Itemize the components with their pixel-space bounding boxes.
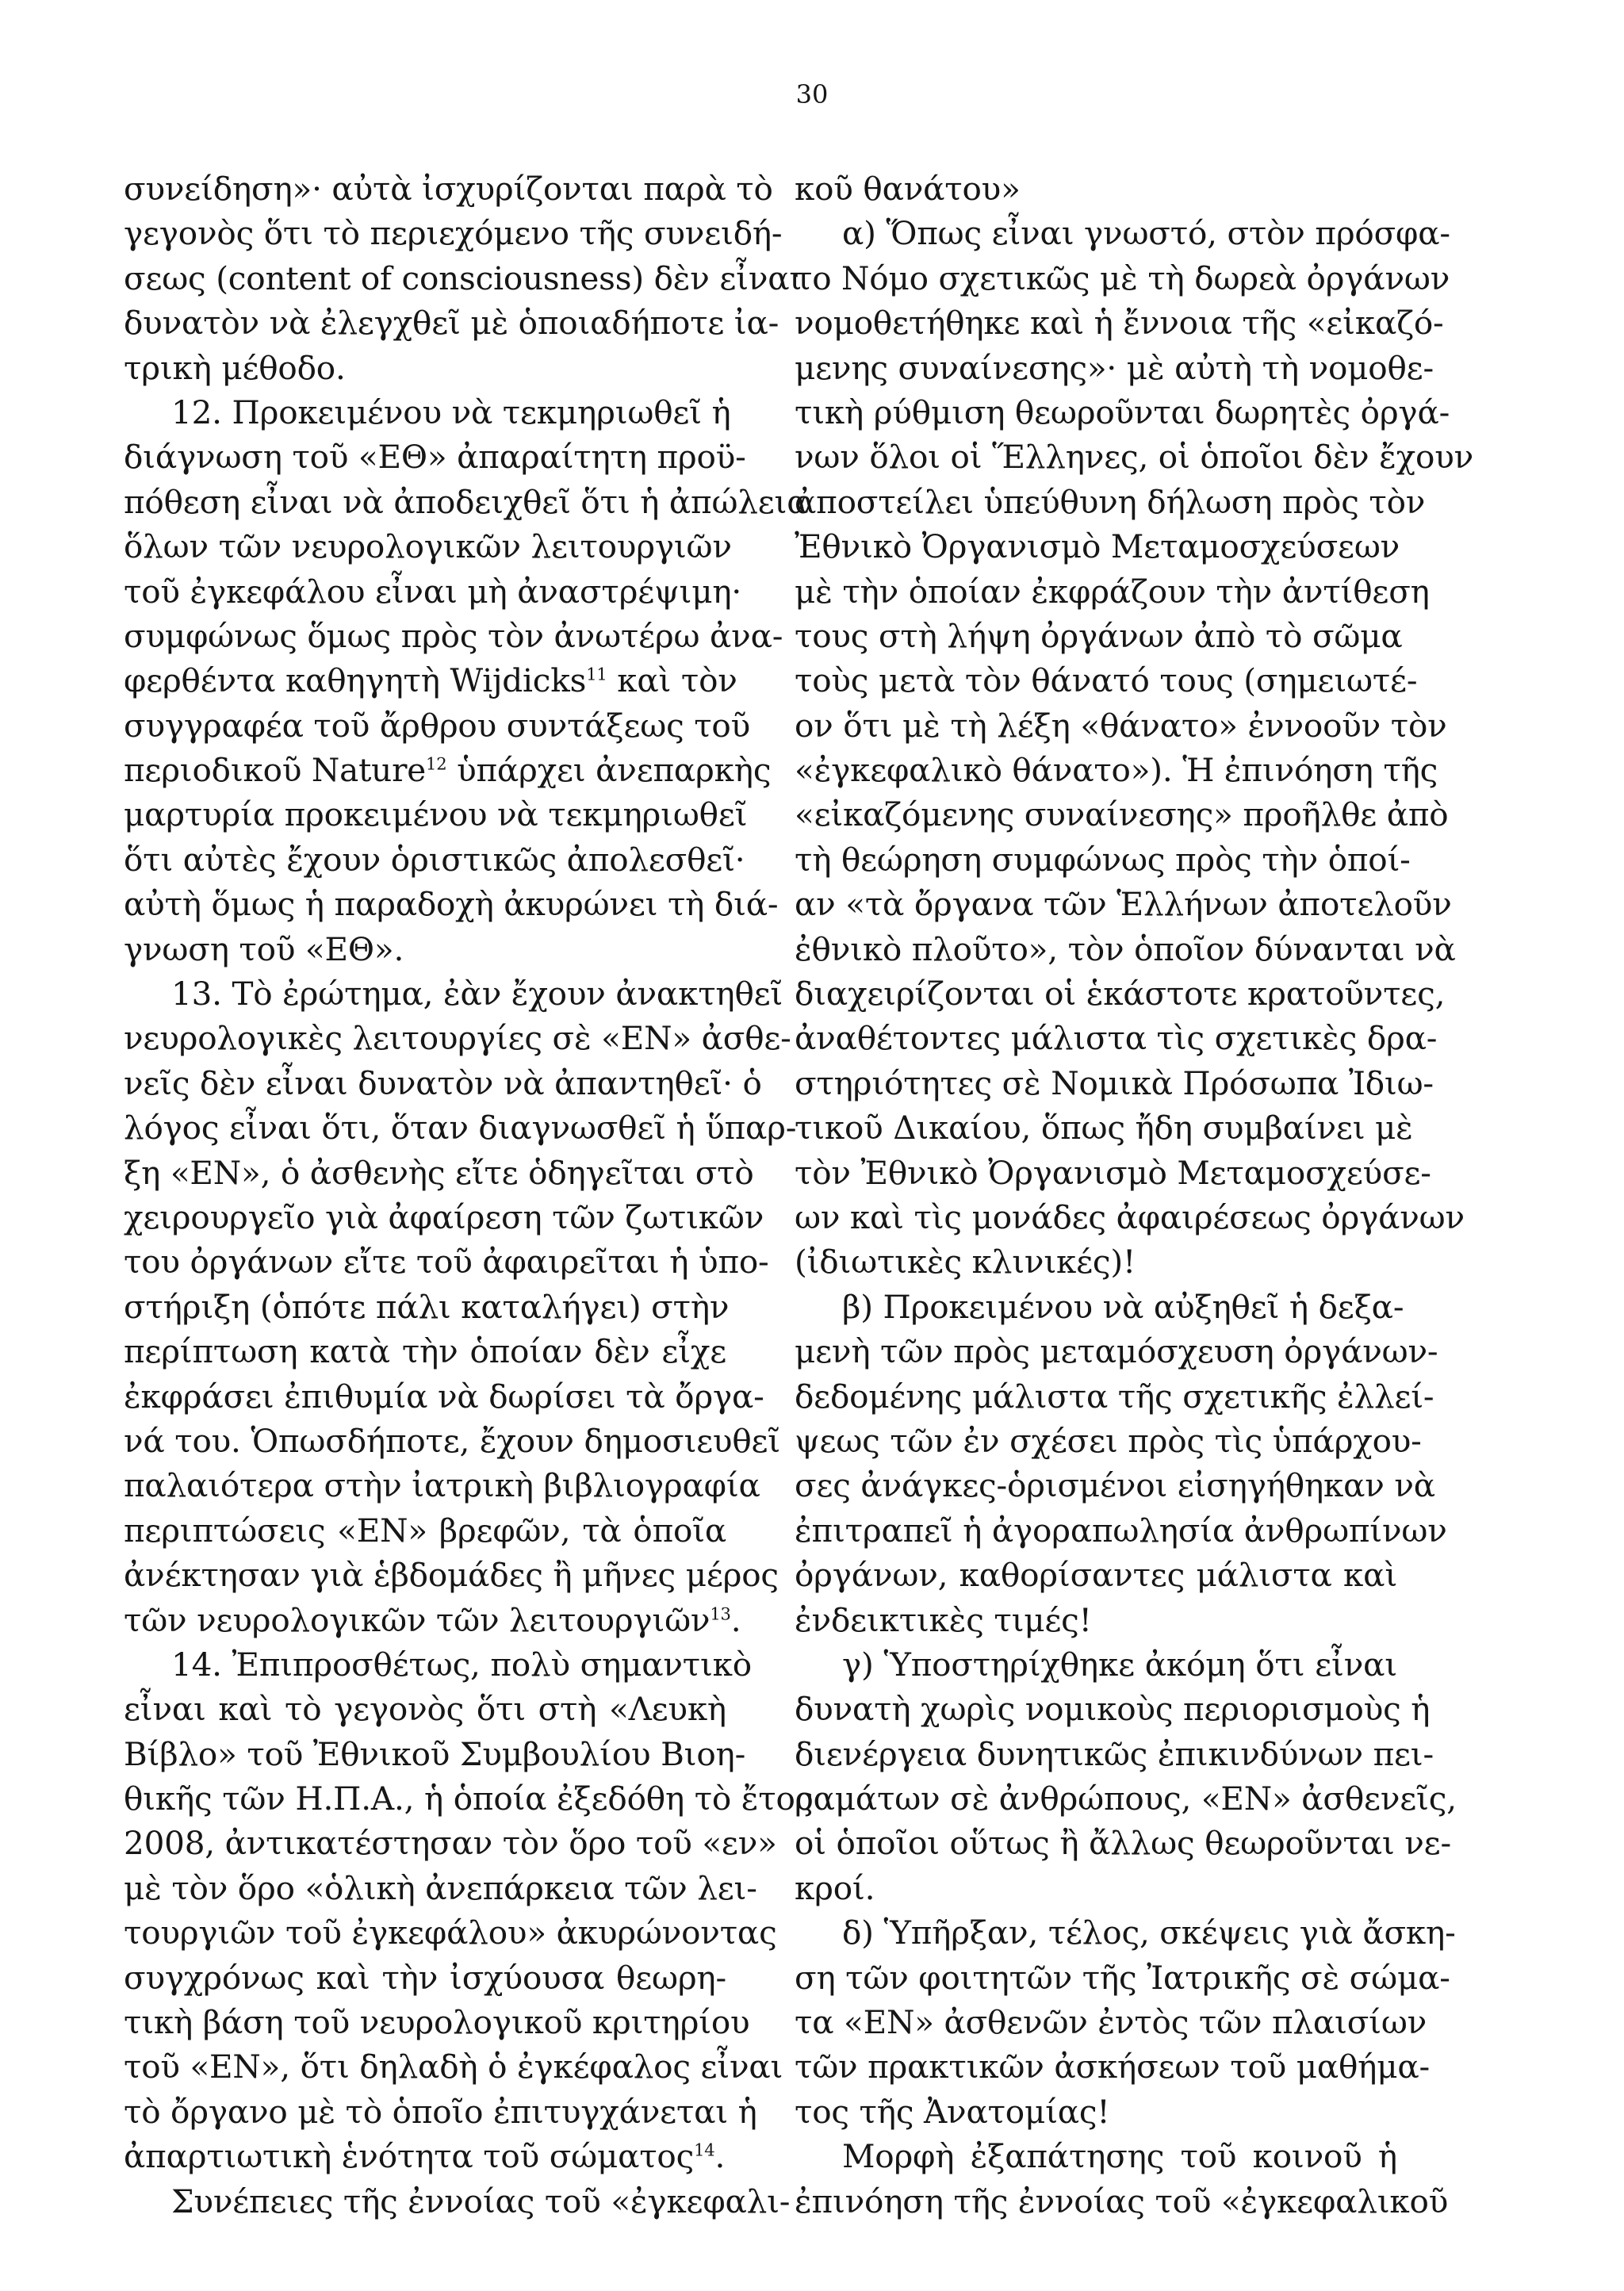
text-line (124, 1598, 741, 1642)
line-text: κροί. (795, 1868, 875, 1907)
text-line (124, 1285, 730, 1329)
line-text: τοῦ «ΕΝ», ὅτι δηλαδὴ ὁ ἐγκέφαλος εἶναι (124, 2048, 783, 2086)
line-text: ἐθνικὸ πλοῦτο», τὸν ὁποῖον δύνανται νὰ (795, 929, 1456, 968)
text-line (124, 301, 779, 345)
text-line (124, 1061, 762, 1105)
text-line (795, 1598, 1397, 1642)
line-text: νά του. Ὁπωσδήποτε, ἔχουν δημοσιευθεῖ (124, 1421, 780, 1460)
footnote-marker: 11 (586, 664, 607, 684)
line-text: δυνατὴ χωρὶς νομικοὺς περιορισμοὺς ἡ (795, 1690, 1431, 1729)
text-line (795, 1016, 1438, 1060)
text-line (124, 1016, 791, 1060)
line-text: συγγραφέα τοῦ ἄρθρου συντάξεως τοῦ (124, 706, 751, 745)
line-text: γνωση τοῦ «ΕΘ». (124, 929, 404, 968)
text-line (795, 882, 1452, 926)
line-text: ὅτι αὐτὲς ἔχουν ὁριστικῶς ἀπολεσθεῖ· (124, 840, 745, 879)
text-line (124, 703, 751, 748)
line-text: διάγνωση τοῦ «ΕΘ» ἀπαραίτητη προϋ- (124, 438, 746, 477)
text-line (124, 748, 772, 792)
text-line (795, 971, 1446, 1016)
text-line (795, 1463, 1435, 1508)
text-line (124, 524, 732, 569)
line-text: μαρτυρία προκειμένου νὰ τεκμηριωθεῖ (124, 795, 748, 834)
line-text: τους στὴ λήψη ὀργάνων ἀπὸ τὸ σῶμα (795, 616, 1403, 655)
text-line (795, 1866, 1397, 1910)
line-text: συμφώνως ὅμως πρὸς τὸν ἀνωτέρω ἀνα- (124, 616, 783, 655)
text-line (795, 346, 1434, 390)
text-line (124, 1642, 752, 1687)
line-text: περιοδικοῦ Nature (124, 751, 426, 790)
text-line (795, 211, 1450, 255)
line-text: ον ὅτι μὲ τὴ λέξη «θάνατο» ἐννοοῦν τὸν (795, 706, 1447, 745)
line-text: β) Προκειμένου νὰ αὐξηθεῖ ἡ δεξα- (842, 1287, 1404, 1326)
text-line (795, 1687, 1431, 1731)
right-text-column (795, 167, 1474, 2224)
text-line (124, 2179, 791, 2224)
text-line (795, 1195, 1465, 1239)
text-line (795, 2090, 1397, 2134)
line-text: 12. Προκειμένου νὰ τεκμηριωθεῖ ἡ (171, 393, 731, 431)
line-text: τουργιῶν τοῦ ἐγκεφάλου» ἀκυρώνοντας (124, 1914, 777, 1952)
text-line (795, 1553, 1397, 1597)
footnote-marker: 13 (710, 1603, 731, 1623)
text-line (124, 1151, 754, 1195)
text-line (795, 435, 1474, 479)
line-text-continuation: καὶ τὸν (607, 661, 737, 700)
text-line (124, 1866, 757, 1910)
line-text: ραμάτων σὲ ἀνθρώπους, «ΕΝ» ἀσθενεῖς, (795, 1780, 1457, 1818)
line-text: εἶναι καὶ τὸ γεγονὸς ὅτι στὴ «Λευκὴ (124, 1690, 726, 1729)
text-line (795, 2044, 1431, 2089)
line-text: οἱ ὁποῖοι οὕτως ἢ ἄλλως θεωροῦνται νε- (795, 1824, 1451, 1863)
text-line (124, 480, 809, 524)
text-line (124, 1329, 726, 1373)
line-text: σες ἀνάγκες-ὁρισμένοι εἰσηγήθηκαν νὰ (795, 1466, 1435, 1505)
text-line (795, 1419, 1422, 1463)
page-number: 30 (795, 79, 829, 109)
line-text: ἀναθέτοντες μάλιστα τὶς σχετικὲς δρα- (795, 1019, 1438, 1058)
line-text-continuation: ὑπάρχει ἀνεπαρκὴς (446, 751, 772, 790)
text-line (795, 748, 1438, 792)
text-line (124, 569, 742, 614)
line-text: Ἐθνικὸ Ὀργανισμὸ Μεταμοσχεύσεων (795, 527, 1400, 566)
text-line (124, 2134, 726, 2178)
line-text: τικὴ βάση τοῦ νευρολογικοῦ κριτηρίου (124, 2003, 750, 2042)
line-text: τικοῦ Δικαίου, ὅπως ἤδη συμβαίνει μὲ (795, 1109, 1413, 1147)
text-line (795, 524, 1400, 569)
footnote-marker: 12 (426, 753, 447, 774)
line-text: τρικὴ μέθοδο. (124, 348, 346, 387)
line-text: στήριξη (ὁπότε πάλι καταλήγει) στὴν (124, 1287, 730, 1326)
line-text: αν «τὰ ὄργανα τῶν Ἑλλήνων ἀποτελοῦν (795, 885, 1452, 924)
line-text: νευρολογικὲς λειτουργίες σὲ «ΕΝ» ἀσθε- (124, 1019, 791, 1058)
line-text: φερθέντα καθηγητὴ Wijdicks (124, 661, 587, 700)
line-text: «εἰκαζόμενης συναίνεσης» προῆλθε ἀπὸ (795, 795, 1449, 834)
text-line (124, 1374, 764, 1419)
line-text: ὀργάνων, καθορίσαντες μάλιστα καὶ (795, 1556, 1397, 1595)
line-text-continuation: . (714, 2137, 726, 2176)
text-line (795, 1239, 1397, 1284)
line-text: τοὺς μετὰ τὸν θάνατό τους (σημειωτέ- (795, 661, 1418, 700)
text-line (795, 480, 1426, 524)
text-line (795, 1329, 1438, 1373)
line-text: 14. Ἐπιπροσθέτως, πολὺ σημαντικὸ (171, 1645, 752, 1684)
line-text: ἐκφράσει ἐπιθυμία νὰ δωρίσει τὰ ὄργα- (124, 1377, 764, 1416)
text-line (795, 569, 1430, 614)
line-text: γ) Ὑποστηρίχθηκε ἀκόμη ὅτι εἶναι (842, 1645, 1397, 1684)
line-text: τὸ ὄργανο μὲ τὸ ὁποῖο ἐπιτυγχάνεται ἡ (124, 2092, 757, 2131)
text-line (795, 614, 1403, 658)
line-text: συγχρόνως καὶ τὴν ἰσχύουσα θεωρη- (124, 1958, 726, 1997)
line-text: δυνατὸν νὰ ἐλεγχθεῖ μὲ ὁποιαδήποτε ἰα- (124, 304, 779, 343)
line-text: κοῦ θανάτου» (795, 170, 1021, 208)
text-line (124, 2000, 750, 2044)
text-line (795, 167, 1397, 211)
line-text: νεῖς δὲν εἶναι δυνατὸν νὰ ἀπαντηθεῖ· ὁ (124, 1063, 762, 1102)
text-line (124, 390, 731, 435)
line-text: Συνέπειες τῆς ἐννοίας τοῦ «ἐγκεφαλι- (171, 2182, 791, 2220)
line-text: δ) Ὑπῆρξαν, τέλος, σκέψεις γιὰ ἄσκη- (842, 1914, 1456, 1952)
text-line (795, 1105, 1413, 1150)
text-line (124, 1463, 760, 1508)
line-text: γεγονὸς ὅτι τὸ περιεχόμενο τῆς συνειδή- (124, 214, 783, 253)
line-text: τὸν Ἐθνικὸ Ὀργανισμὸ Μεταμοσχεύσε- (795, 1153, 1431, 1192)
text-line (124, 658, 737, 703)
text-line (795, 301, 1444, 345)
line-text: ἀποστείλει ὑπεύθυνη δήλωση πρὸς τὸν (795, 482, 1426, 521)
line-text: ψεως τῶν ἐν σχέσει πρὸς τὶς ὑπάρχου- (795, 1421, 1422, 1460)
line-text: χειρουργεῖο γιὰ ἀφαίρεση τῶν ζωτικῶν (124, 1197, 764, 1236)
text-line (124, 1910, 777, 1955)
text-line (795, 1732, 1434, 1776)
text-line (124, 2090, 757, 2134)
text-line (795, 256, 1450, 301)
text-line (795, 837, 1411, 882)
text-line (124, 1732, 746, 1776)
text-line (124, 971, 783, 1016)
text-line (124, 1687, 726, 1731)
text-line (124, 1821, 777, 1865)
line-text: ση τῶν φοιτητῶν τῆς Ἰατρικῆς σὲ σώμα- (795, 1958, 1450, 1997)
line-text: συνείδηση»· αὐτὰ ἰσχυρίζονται παρὰ τὸ (124, 170, 773, 208)
line-text: ἐπινόηση τῆς ἐννοίας τοῦ «ἐγκεφαλικοῦ (795, 2182, 1449, 2220)
line-text: διαχειρίζονται οἱ ἑκάστοτε κρατοῦντες, (795, 975, 1446, 1013)
line-text: Μορφὴ ἐξαπάτησης τοῦ κοινοῦ ἡ (842, 2137, 1397, 2176)
text-line (124, 346, 726, 390)
text-line (124, 792, 748, 837)
text-line (795, 1285, 1404, 1329)
text-line (795, 2134, 1397, 2178)
text-line (124, 211, 783, 255)
line-text: ἐνδεικτικὲς τιμές! (795, 1600, 1092, 1639)
line-text: μενὴ τῶν πρὸς μεταμόσχευση ὀργάνων- (795, 1332, 1438, 1371)
text-line (795, 658, 1418, 703)
text-line (795, 1642, 1397, 1687)
line-text: α) Ὅπως εἶναι γνωστό, στὸν πρόσφα- (842, 214, 1450, 253)
text-line (795, 792, 1449, 837)
text-line (124, 1105, 797, 1150)
text-line (795, 1374, 1434, 1419)
line-text: τῶν νευρολογικῶν τῶν λειτουργιῶν (124, 1600, 710, 1639)
line-text: (ἰδιωτικὲς κλινικές)! (795, 1243, 1136, 1282)
line-text: διενέργεια δυνητικῶς ἐπικινδύνων πει- (795, 1734, 1434, 1773)
line-text: περιπτώσεις «ΕΝ» βρεφῶν, τὰ ὁποῖα (124, 1511, 726, 1550)
text-line (124, 927, 726, 971)
text-line (795, 1061, 1434, 1105)
text-line (795, 1508, 1447, 1553)
text-line (795, 390, 1450, 435)
line-text: μενης συναίνεσης»· μὲ αὐτὴ τὴ νομοθε- (795, 348, 1434, 387)
text-line (124, 1776, 814, 1821)
line-text: Βίβλο» τοῦ Ἐθνικοῦ Συμβουλίου Βιοη- (124, 1734, 746, 1773)
line-text: στηριότητες σὲ Νομικὰ Πρόσωπα Ἰδιω- (795, 1063, 1434, 1102)
line-text: δεδομένης μάλιστα τῆς σχετικῆς ἐλλεί- (795, 1377, 1434, 1416)
text-line (124, 2044, 783, 2089)
text-line (795, 927, 1456, 971)
text-line (795, 2179, 1449, 2224)
text-line (124, 1195, 764, 1239)
footnote-marker: 14 (694, 2140, 715, 2160)
text-line (124, 1419, 780, 1463)
text-line (795, 1956, 1450, 2000)
line-text: σεως (content of consciousness) δὲν εἶναι (124, 259, 802, 297)
text-line (124, 1508, 726, 1553)
text-line (795, 1776, 1457, 1821)
line-text: τὴ θεώρηση συμφώνως πρὸς τὴν ὁποί- (795, 840, 1411, 879)
line-text: τικὴ ρύθμιση θεωροῦνται δωρητὲς ὀργά- (795, 393, 1450, 431)
line-text: περίπτωση κατὰ τὴν ὁποίαν δὲν εἶχε (124, 1332, 726, 1371)
line-text: 13. Τὸ ἐρώτημα, ἐὰν ἔχουν ἀνακτηθεῖ (171, 975, 783, 1013)
line-text: το Νόμο σχετικῶς μὲ τὴ δωρεὰ ὀργάνων (795, 259, 1450, 297)
line-text: τα «ΕΝ» ἀσθενῶν ἐντὸς τῶν πλαισίων (795, 2003, 1427, 2042)
left-text-column (124, 167, 814, 2224)
text-line (124, 1956, 726, 2000)
line-text: μὲ τὸν ὅρο «ὁλικὴ ἀνεπάρκεια τῶν λει- (124, 1868, 757, 1907)
line-text: ἀνέκτησαν γιὰ ἑβδομάδες ἢ μῆνες μέρος (124, 1556, 779, 1595)
text-line (795, 1151, 1431, 1195)
text-line (124, 167, 773, 211)
line-text-continuation: . (730, 1600, 741, 1639)
line-text: ὅλων τῶν νευρολογικῶν λειτουργιῶν (124, 527, 732, 566)
line-text: αὐτὴ ὅμως ἡ παραδοχὴ ἀκυρώνει τὴ διά- (124, 885, 779, 924)
line-text: ων καὶ τὶς μονάδες ἀφαιρέσεως ὀργάνων (795, 1197, 1465, 1236)
line-text: ἐπιτραπεῖ ἡ ἀγοραπωλησία ἀνθρωπίνων (795, 1511, 1447, 1550)
line-text: μὲ τὴν ὁποίαν ἐκφράζουν τὴν ἀντίθεση (795, 572, 1430, 611)
text-line (124, 1239, 769, 1284)
line-text: τῶν πρακτικῶν ἀσκήσεων τοῦ μαθήμα- (795, 2048, 1431, 2086)
line-text: 2008, ἀντικατέστησαν τὸν ὅρο τοῦ «εν» (124, 1824, 777, 1863)
line-text: τος τῆς Ἀνατομίας! (795, 2092, 1110, 2131)
line-text: πόθεση εἶναι νὰ ἀποδειχθεῖ ὅτι ἡ ἀπώλεια (124, 482, 809, 521)
line-text: νων ὅλοι οἱ Ἕλληνες, οἱ ὁποῖοι δὲν ἔχουν (795, 438, 1474, 477)
text-line (124, 256, 802, 301)
line-text: του ὀργάνων εἴτε τοῦ ἀφαιρεῖται ἡ ὑπο- (124, 1243, 769, 1282)
text-line (795, 1821, 1451, 1865)
text-line (124, 435, 746, 479)
line-text: ἀπαρτιωτικὴ ἑνότητα τοῦ σώματος (124, 2137, 695, 2176)
line-text: «ἐγκεφαλικὸ θάνατο»). Ἡ ἐπινόηση τῆς (795, 751, 1438, 790)
line-text: τοῦ ἐγκεφάλου εἶναι μὴ ἀναστρέψιμη· (124, 572, 742, 611)
line-text: θικῆς τῶν Η.Π.Α., ἡ ὁποία ἐξεδόθη τὸ ἔτος (124, 1780, 814, 1818)
text-line (124, 837, 745, 882)
text-line (795, 2000, 1427, 2044)
line-text: νομοθετήθηκε καὶ ἡ ἔννοια τῆς «εἰκαζό- (795, 304, 1444, 343)
text-line (795, 1910, 1456, 1955)
line-text: παλαιότερα στὴν ἰατρικὴ βιβλιογραφία (124, 1466, 760, 1505)
text-line (124, 1553, 779, 1597)
text-line (795, 703, 1447, 748)
text-line (124, 882, 779, 926)
text-line (124, 614, 783, 658)
line-text: λόγος εἶναι ὅτι, ὅταν διαγνωσθεῖ ἡ ὕπαρ- (124, 1109, 797, 1147)
line-text: ξη «ΕΝ», ὁ ἀσθενὴς εἴτε ὁδηγεῖται στὸ (124, 1153, 754, 1192)
